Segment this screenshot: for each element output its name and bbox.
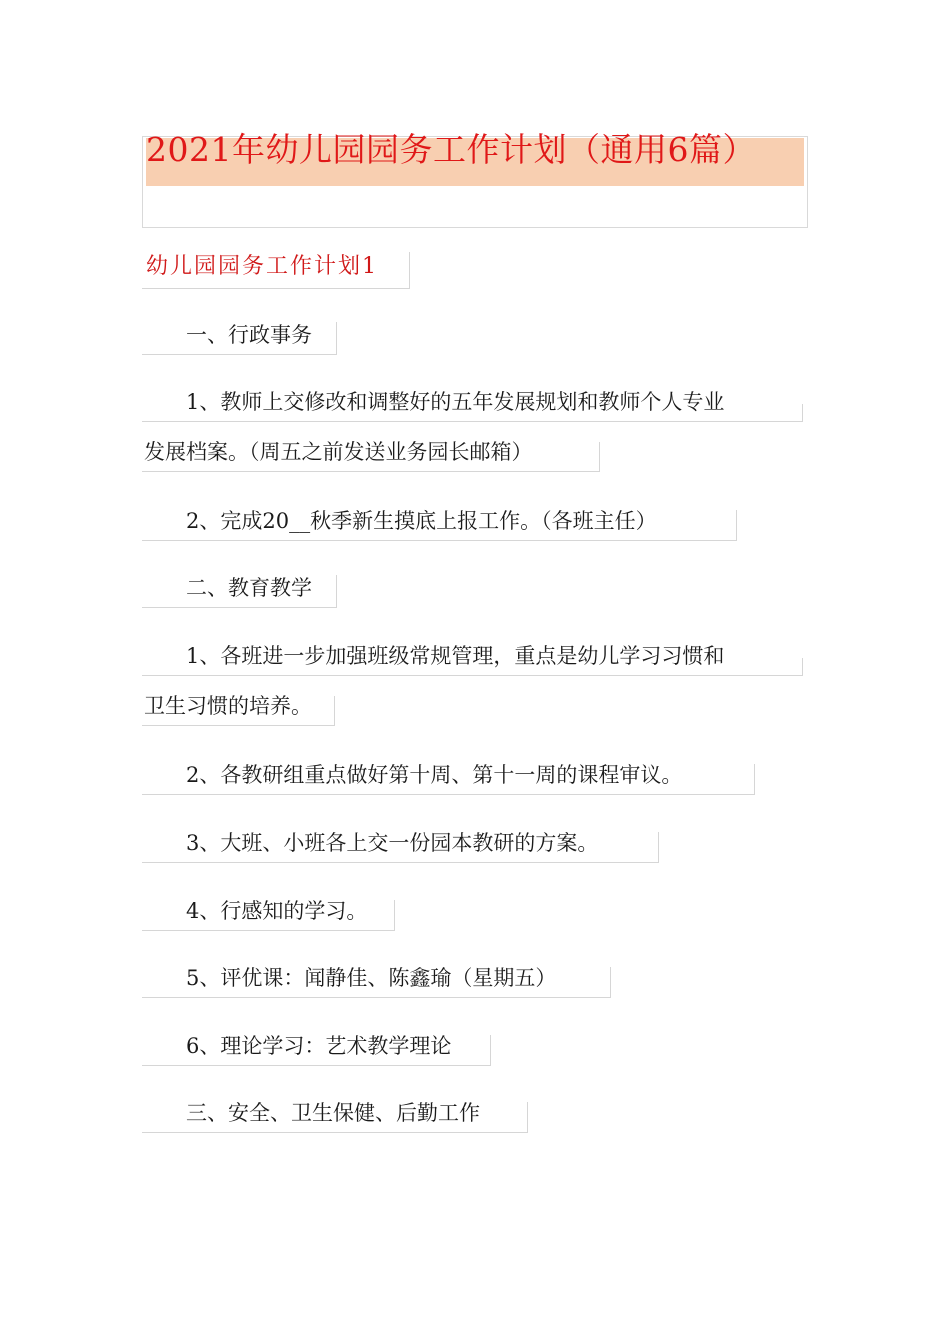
line-rule <box>142 607 336 608</box>
body-line: 2、完成20__秋季新生摸底上报工作。（各班主任） <box>144 509 657 533</box>
line-edge <box>334 696 335 726</box>
body-line: 5、评优课：闻静佳、陈鑫瑜（星期五） <box>144 966 557 990</box>
line-edge <box>336 575 337 608</box>
body-line: 4、行感知的学习。 <box>144 899 368 923</box>
line-edge <box>736 510 737 541</box>
line-rule <box>142 930 394 931</box>
body-line: 三、安全、卫生保健、后勤工作 <box>144 1101 480 1125</box>
line-rule <box>142 675 802 676</box>
line-edge <box>394 900 395 931</box>
line-rule <box>142 997 610 998</box>
line-edge <box>802 404 803 422</box>
line-rule <box>142 794 754 795</box>
body-line: 6、理论学习：艺术教学理论 <box>144 1034 452 1058</box>
document-title: 2021年幼儿园园务工作计划（通用6篇） <box>146 130 756 169</box>
line-edge <box>658 832 659 863</box>
section-heading-edge <box>409 252 410 289</box>
line-edge <box>599 442 600 472</box>
line-rule <box>142 354 336 355</box>
line-rule <box>142 471 599 472</box>
line-edge <box>802 658 803 676</box>
body-line: 2、各教研组重点做好第十周、第十一周的课程审议。 <box>144 763 683 787</box>
line-rule <box>142 421 802 422</box>
section-heading-rule <box>142 288 410 289</box>
line-edge <box>754 764 755 795</box>
line-rule <box>142 540 736 541</box>
line-edge <box>610 967 611 998</box>
line-edge <box>490 1035 491 1066</box>
body-line: 1、各班进一步加强班级常规管理，重点是幼儿学习习惯和 <box>144 644 725 668</box>
body-line: 一、行政事务 <box>144 323 312 347</box>
body-line: 卫生习惯的培养。 <box>144 694 312 718</box>
body-line: 发展档案。（周五之前发送业务园长邮箱） <box>144 440 533 464</box>
line-edge <box>527 1102 528 1133</box>
line-edge <box>336 322 337 355</box>
body-line: 3、大班、小班各上交一份园本教研的方案。 <box>144 831 599 855</box>
section-heading: 幼儿园园务工作计划1 <box>146 254 378 279</box>
line-rule <box>142 1065 490 1066</box>
line-rule <box>142 862 658 863</box>
line-rule <box>142 725 334 726</box>
body-line: 二、教育教学 <box>144 576 312 600</box>
body-line: 1、教师上交修改和调整好的五年发展规划和教师个人专业 <box>144 390 725 414</box>
line-rule <box>142 1132 527 1133</box>
